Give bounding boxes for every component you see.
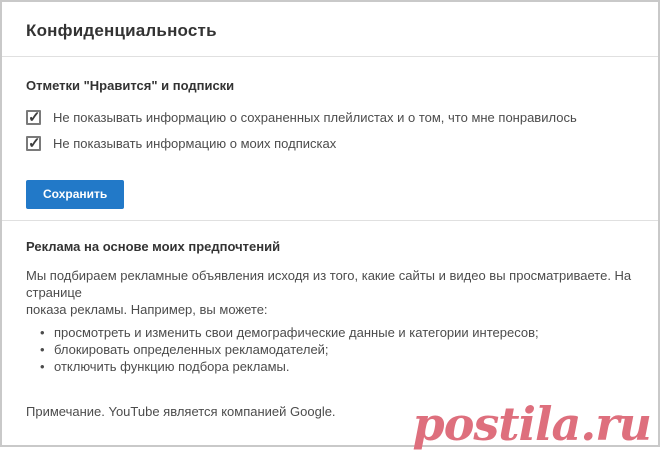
subscriptions-checkbox-label: Не показывать информацию о моих подписках xyxy=(53,136,337,151)
ads-preferences-heading: Реклама на основе моих предпочтений xyxy=(26,239,281,254)
ads-intro-paragraph xyxy=(26,267,634,318)
youtube-google-note: Примечание. YouTube является компанией Google. xyxy=(26,404,336,419)
save-button[interactable]: Сохранить xyxy=(26,180,124,209)
page-title: Конфиденциальность xyxy=(26,21,217,40)
settings-content xyxy=(2,57,658,419)
playlists-checkbox-icon[interactable] xyxy=(26,110,41,125)
list-item: • отключить функцию подбора рекламы. xyxy=(26,358,634,375)
ads-intro-line1: Мы подбираем рекламные объявления исходя из того, какие сайты и видео вы просматриваете. На странице xyxy=(26,268,632,300)
playlists-checkbox-label: Не показывать информацию о сохраненных плейлистах и о том, что мне понравилось xyxy=(53,110,577,125)
list-item: • просмотреть и изменить свои демографические данные и категории интересов; xyxy=(26,324,634,341)
subscriptions-checkbox-icon[interactable] xyxy=(26,136,41,151)
list-item: • блокировать определенных рекламодателей; xyxy=(26,341,634,358)
ads-options-list xyxy=(26,324,634,375)
page-header xyxy=(2,2,658,57)
checkbox-row-playlists[interactable] xyxy=(26,110,634,125)
ads-intro-line2: показа рекламы. Например, вы можете: xyxy=(26,302,268,317)
likes-subscriptions-heading: Отметки "Нравится" и подписки xyxy=(26,78,235,93)
postila-watermark: postila.ru xyxy=(412,397,651,451)
checkbox-row-subscriptions[interactable] xyxy=(26,136,634,151)
